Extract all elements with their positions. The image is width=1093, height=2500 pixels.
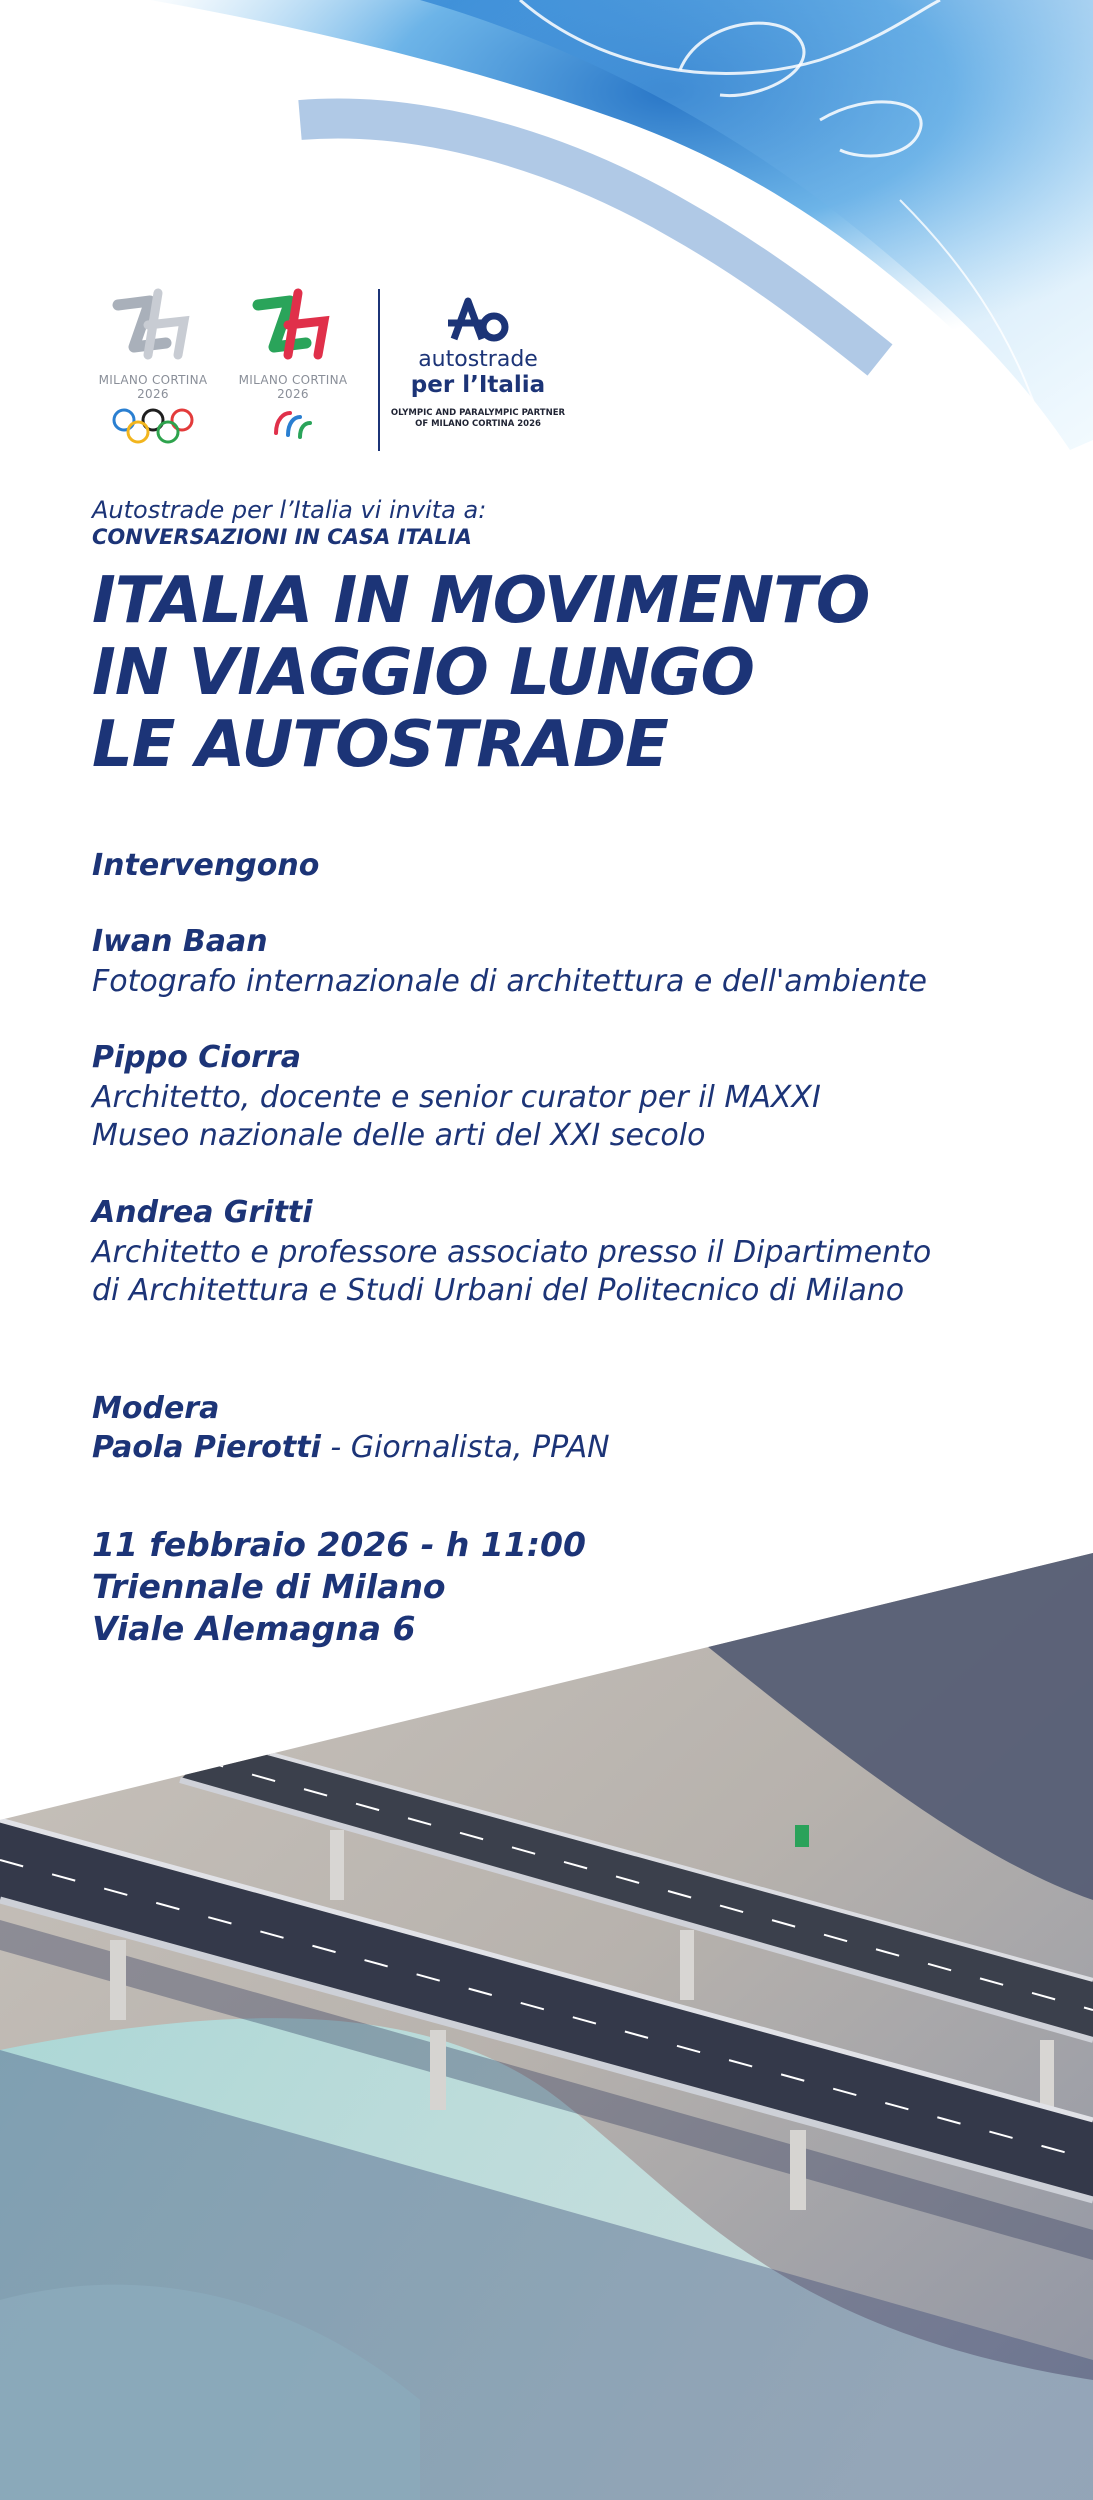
olympic-emblem-icon [88, 285, 218, 371]
partner-note-line2: OF MILANO CORTINA 2026 [415, 419, 541, 429]
event-address: Viale Alemagna 6 [92, 1609, 416, 1648]
headline-line-3: LE AUTOSTRADE [92, 708, 668, 782]
moderator-line [92, 1430, 610, 1465]
event-venue: Triennale di Milano [92, 1567, 446, 1606]
autostrade-brand-line2: per l’Italia [410, 372, 546, 398]
milano-cortina-olympic-logo [88, 285, 218, 455]
speakers-label: Intervengono [92, 848, 320, 883]
invite-intro: Autostrade per l’Italia vi invita a: [92, 496, 487, 524]
olympic-rings-icon [110, 407, 196, 445]
paralympic-logo-year: 2026 [277, 387, 309, 401]
olympic-logo-caption: MILANO CORTINA [98, 373, 208, 387]
olympic-logo-year: 2026 [137, 387, 169, 401]
milano-cortina-paralympic-logo [228, 285, 358, 455]
moderator-role: - Giornalista, PPAN [320, 1430, 610, 1465]
event-headline [92, 565, 869, 781]
event-info [92, 1524, 586, 1650]
autostrade-per-litalia-logo [388, 295, 568, 445]
logo-row [88, 285, 588, 460]
speaker-role-line: Architetto, docente e senior curator per il MAXXI [92, 1080, 821, 1115]
paralympic-logo-caption: MILANO CORTINA [238, 373, 348, 387]
autostrade-a-mark-icon [446, 295, 512, 345]
moderator-name: Paola Pierotti [92, 1430, 321, 1465]
speaker-role [92, 1079, 821, 1155]
headline-line-2: IN VIAGGIO LUNGO [92, 636, 754, 710]
speaker-name: Andrea Gritti [92, 1195, 313, 1230]
moderator-label: Modera [92, 1391, 220, 1426]
paralympic-emblem-icon [228, 285, 358, 371]
event-series: CONVERSAZIONI IN CASA ITALIA [92, 525, 472, 549]
paralympic-agitos-icon [270, 407, 316, 443]
speaker-role-line: di Architettura e Studi Urbani del Politecnico di Milano [92, 1273, 905, 1308]
speaker-name: Pippo Ciorra [92, 1040, 302, 1075]
speaker-role-line: Architetto e professore associato presso il Dipartimento [92, 1235, 932, 1270]
speaker-role-line: Fotografo internazionale di architettura e dell'ambiente [92, 964, 927, 999]
headline-line-1: ITALIA IN MOVIMENTO [92, 564, 870, 638]
speaker-role [92, 1234, 931, 1310]
speaker-name: Iwan Baan [92, 924, 268, 959]
partner-note-line1: OLYMPIC AND PARALYMPIC PARTNER [390, 408, 566, 418]
event-datetime: 11 febbraio 2026 - h 11:00 [92, 1525, 586, 1564]
partner-note [388, 408, 568, 430]
logo-divider [378, 289, 380, 451]
speaker-role-line: Museo nazionale delle arti del XXI secolo [92, 1118, 706, 1153]
speaker-role [92, 963, 927, 1001]
autostrade-brand-line1: autostrade [418, 347, 538, 372]
